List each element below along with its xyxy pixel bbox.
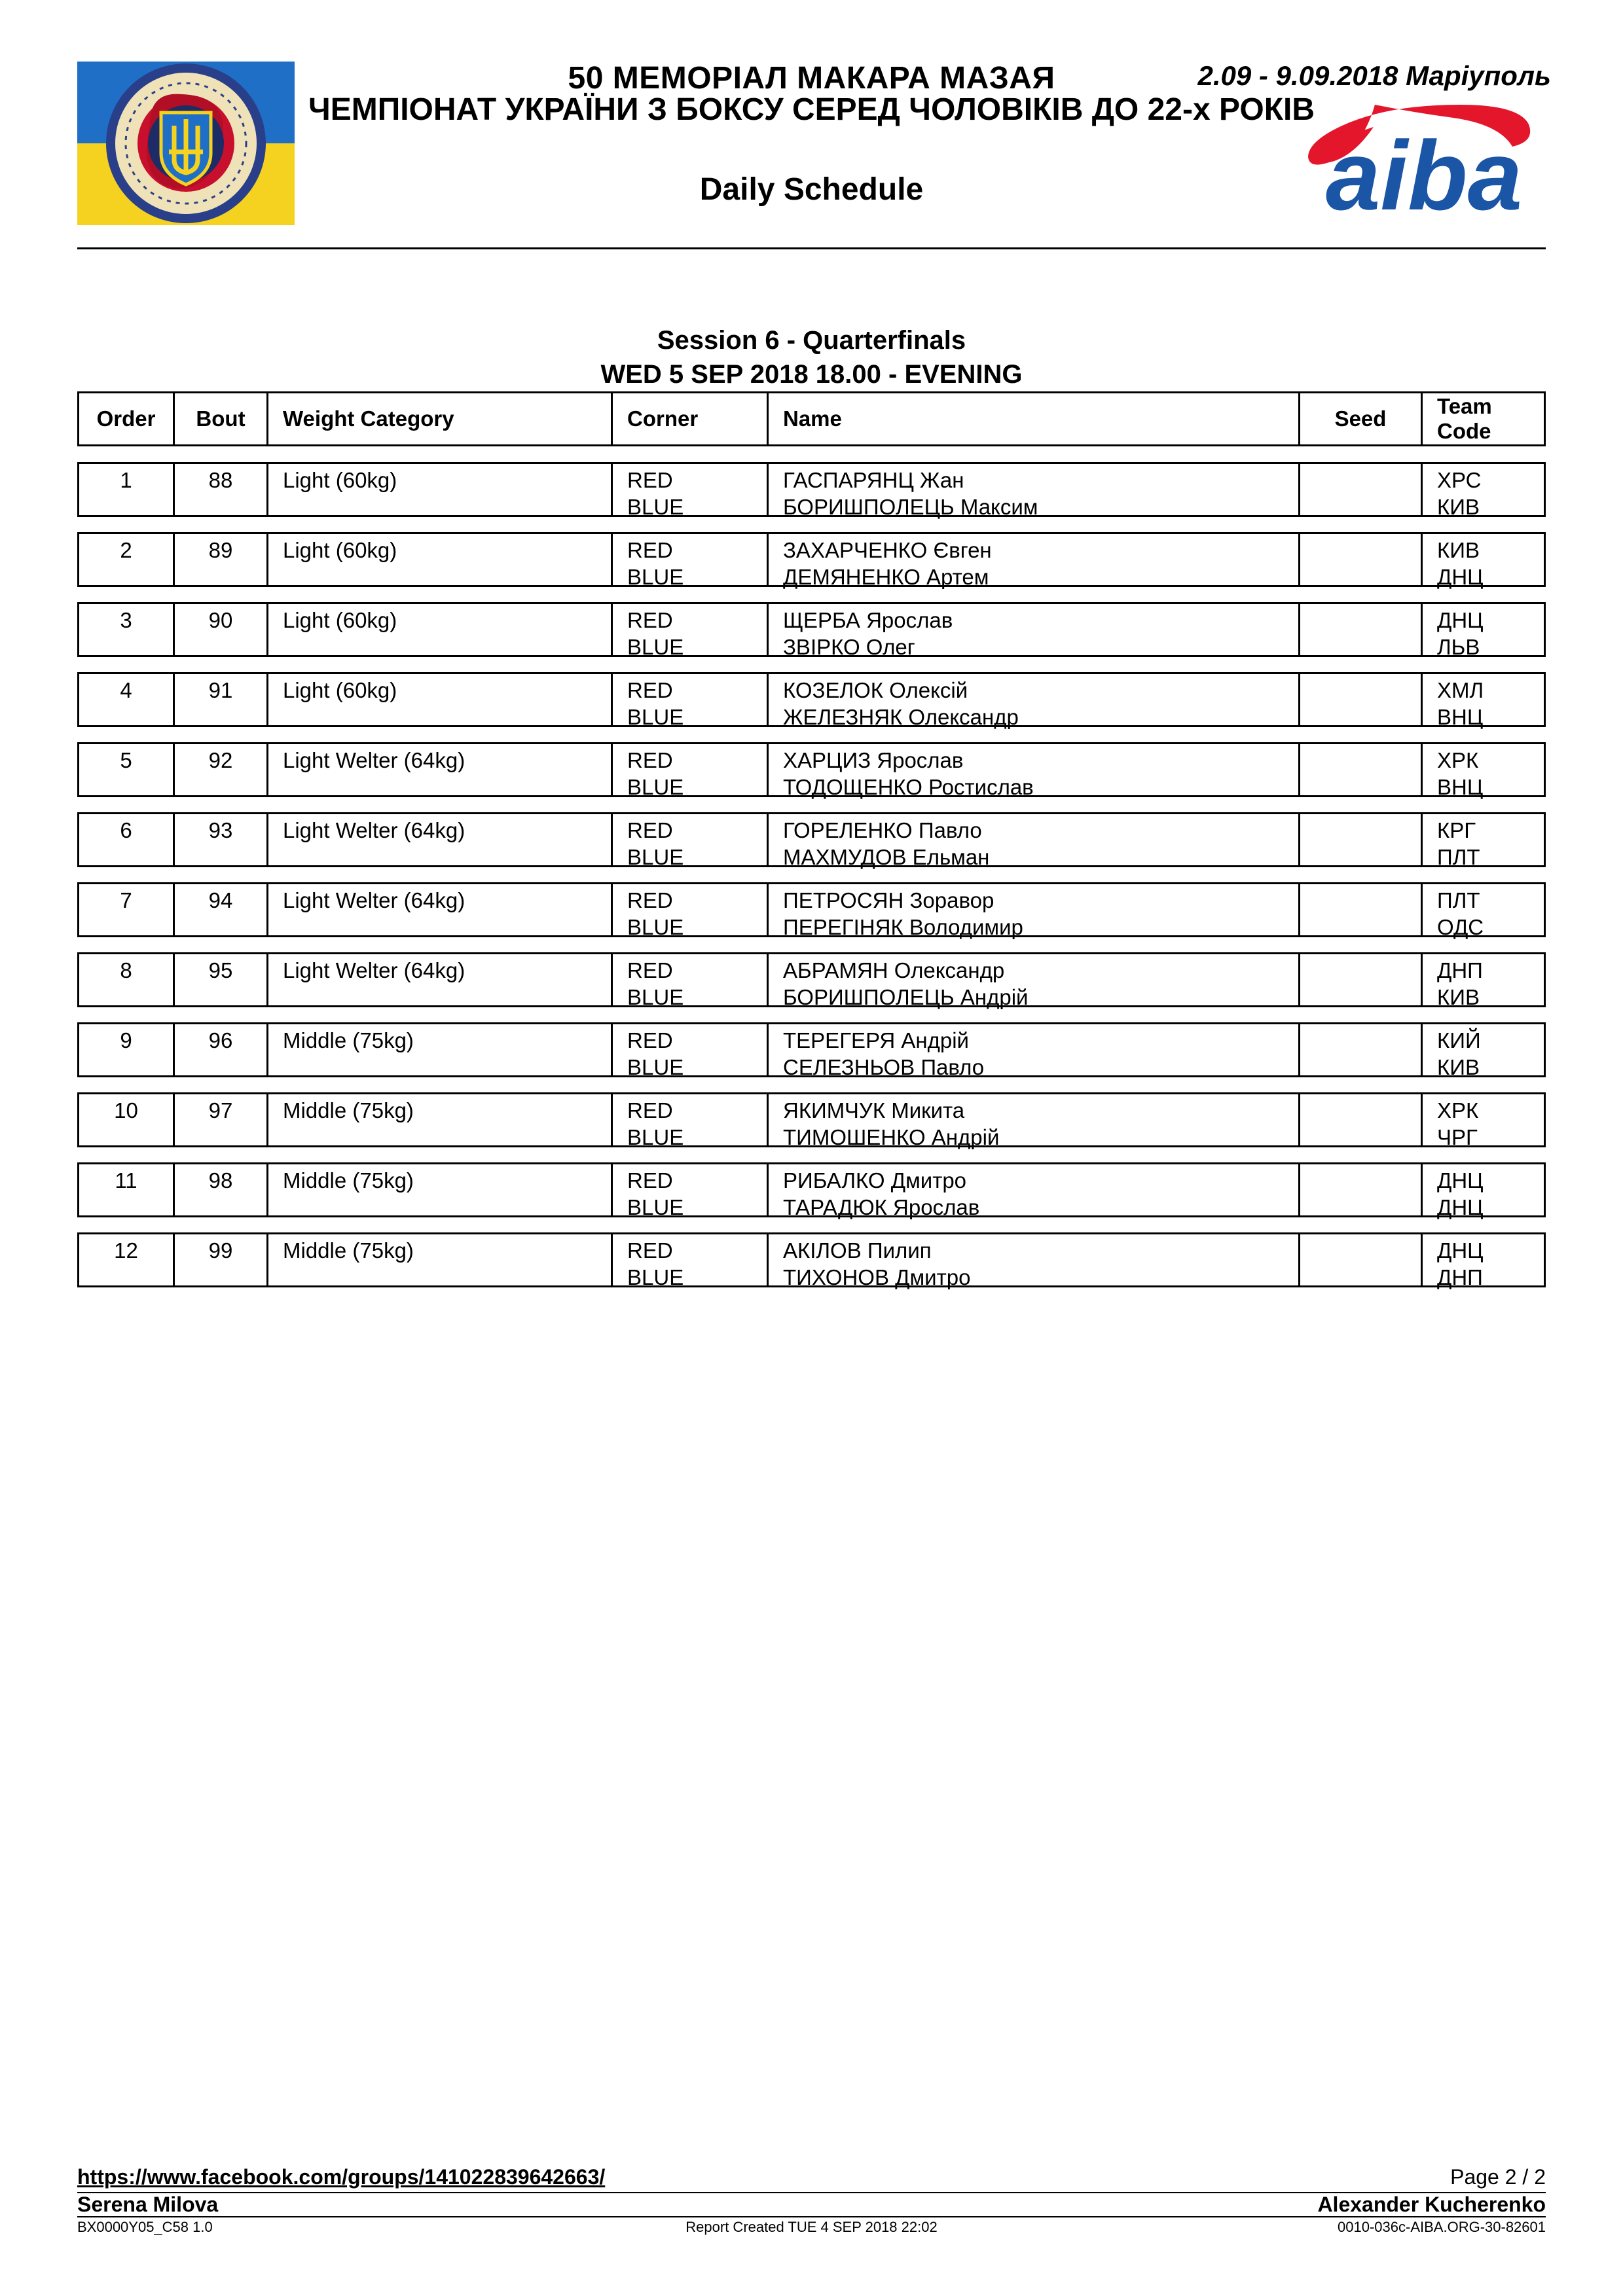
cell-red-corner: RED [627, 468, 673, 492]
header-weight-category: Weight Category [266, 393, 611, 444]
cell-bout: 91 [208, 678, 233, 702]
cell-red-name: ГОРЕЛЕНКО Павло [783, 818, 982, 842]
header-divider [77, 247, 1546, 249]
cell-bout: 96 [208, 1028, 233, 1052]
cell-red-team: ДНЦ [1437, 608, 1484, 632]
cell-red-name: ТЕРЕГЕРЯ Андрій [783, 1028, 969, 1052]
document-id: 0010-036c-AIBA.ORG-30-82601 [1338, 2219, 1546, 2235]
cell-red-name: ЯКИМЧУК Микита [783, 1098, 965, 1122]
cell-red-name: РИБАЛКО Дмитро [783, 1168, 967, 1193]
table-row [77, 742, 1546, 797]
cell-red-team: КРГ [1437, 818, 1476, 842]
date-place: 2.09 - 9.09.2018 Маріуполь [1197, 60, 1551, 91]
cell-blue-corner: BLUE [627, 1055, 684, 1079]
cell-blue-corner: BLUE [627, 1265, 684, 1289]
cell-seed [1298, 464, 1421, 515]
cell-blue-team: ЛЬВ [1437, 635, 1480, 659]
header-seed: Seed [1298, 393, 1421, 444]
cell-blue-name: ДЕМЯНЕНКО Артем [783, 565, 989, 589]
cell-weight-category: Light (60kg) [283, 538, 397, 562]
cell-red-corner: RED [627, 958, 673, 982]
cell-blue-name: ПЕРЕГІНЯК Володимир [783, 915, 1023, 939]
event-title: 50 МЕМОРІАЛ МАКАРА МАЗАЯ [568, 61, 1055, 96]
cell-blue-name: ТАРАДЮК Ярослав [783, 1195, 980, 1219]
cell-weight-category: Light Welter (64kg) [283, 748, 465, 772]
cell-blue-corner: BLUE [627, 775, 684, 799]
table-row [77, 672, 1546, 727]
cell-seed [1298, 1094, 1421, 1145]
footer-divider-bottom [77, 2216, 1546, 2217]
footer-link[interactable]: https://www.facebook.com/groups/141022839642663/ [77, 2165, 606, 2189]
cell-red-name: ГАСПАРЯНЦ Жан [783, 468, 964, 492]
table-row [77, 882, 1546, 937]
championship-title: ЧЕМПІОНАТ УКРАЇНИ З БОКСУ СЕРЕД ЧОЛОВІКІВ ДО 22-х РОКІВ [308, 92, 1315, 127]
table-row [77, 1022, 1546, 1077]
cell-red-corner: RED [627, 748, 673, 772]
cell-bout: 95 [208, 958, 233, 982]
cell-red-team: ХРС [1437, 468, 1482, 492]
cell-blue-team: ДНЦ [1437, 565, 1484, 589]
cell-red-corner: RED [627, 1028, 673, 1052]
cell-order: 8 [120, 958, 132, 982]
cell-red-team: ХРК [1437, 1098, 1479, 1122]
cell-red-name: АКІЛОВ Пилип [783, 1238, 932, 1263]
cell-blue-corner: BLUE [627, 565, 684, 589]
cell-seed [1298, 1024, 1421, 1075]
cell-red-team: ДНЦ [1437, 1168, 1484, 1193]
table-row [77, 602, 1546, 657]
cell-red-team: ДНП [1437, 958, 1483, 982]
cell-order: 4 [120, 678, 132, 702]
cell-seed [1298, 814, 1421, 865]
cell-red-team: ХМЛ [1437, 678, 1484, 702]
cell-blue-team: ЧРГ [1437, 1125, 1478, 1149]
cell-red-name: ЩЕРБА Ярослав [783, 608, 953, 632]
cell-bout: 93 [208, 818, 233, 842]
cell-red-name: ХАРЦИЗ Ярослав [783, 748, 964, 772]
cell-weight-category: Middle (75kg) [283, 1238, 414, 1263]
footer-left-official: Serena Milova [77, 2193, 219, 2216]
cell-order: 7 [120, 888, 132, 912]
cell-blue-corner: BLUE [627, 705, 684, 729]
cell-order: 9 [120, 1028, 132, 1052]
cell-weight-category: Light (60kg) [283, 468, 397, 492]
table-row [77, 1232, 1546, 1287]
page-subtitle: Daily Schedule [699, 172, 924, 207]
cell-weight-category: Light Welter (64kg) [283, 888, 465, 912]
cell-red-corner: RED [627, 888, 673, 912]
header-order: Order [96, 406, 156, 431]
cell-red-team: ПЛТ [1437, 888, 1480, 912]
cell-order: 2 [120, 538, 132, 562]
cell-red-corner: RED [627, 818, 673, 842]
cell-bout: 88 [208, 468, 233, 492]
cell-blue-name: БОРИШПОЛЕЦЬ Андрій [783, 985, 1029, 1009]
cell-red-corner: RED [627, 1238, 673, 1263]
cell-bout: 90 [208, 608, 233, 632]
cell-seed [1298, 744, 1421, 795]
cell-bout: 89 [208, 538, 233, 562]
table-row [77, 952, 1546, 1007]
header-bout: Bout [173, 393, 266, 444]
cell-blue-name: ЖЕЛЕЗНЯК Олександр [783, 705, 1019, 729]
page-number: Page 2 / 2 [1450, 2165, 1546, 2189]
cell-red-corner: RED [627, 1168, 673, 1193]
cell-blue-corner: BLUE [627, 1195, 684, 1219]
cell-blue-team: ВНЦ [1437, 705, 1484, 729]
cell-blue-team: ОДС [1437, 915, 1484, 939]
cell-red-name: ЗАХАРЧЕНКО Євген [783, 538, 992, 562]
cell-red-name: АБРАМЯН Олександр [783, 958, 1005, 982]
cell-blue-team: КИВ [1437, 1055, 1480, 1079]
cell-blue-team: ДНЦ [1437, 1195, 1484, 1219]
document-code: BX0000Y05_C58 1.0 [77, 2219, 213, 2235]
cell-seed [1298, 1234, 1421, 1285]
cell-blue-name: БОРИШПОЛЕЦЬ Максим [783, 495, 1038, 519]
cell-blue-corner: BLUE [627, 985, 684, 1009]
cell-order: 11 [115, 1168, 137, 1193]
svg-text:aiba: aiba [1325, 120, 1523, 219]
table-row [77, 1092, 1546, 1147]
cell-bout: 92 [208, 748, 233, 772]
cell-blue-name: ЗВІРКО Олег [783, 635, 915, 659]
cell-red-team: ДНЦ [1437, 1238, 1484, 1263]
cell-red-name: КОЗЕЛОК Олексій [783, 678, 968, 702]
cell-order: 5 [120, 748, 132, 772]
table-row [77, 462, 1546, 517]
cell-blue-team: КИВ [1437, 495, 1480, 519]
cell-bout: 99 [208, 1238, 233, 1263]
table-row [77, 1162, 1546, 1217]
cell-red-corner: RED [627, 538, 673, 562]
cell-weight-category: Middle (75kg) [283, 1168, 414, 1193]
table-row [77, 812, 1546, 867]
cell-bout: 94 [208, 888, 233, 912]
cell-blue-corner: BLUE [627, 915, 684, 939]
cell-weight-category: Light Welter (64kg) [283, 958, 465, 982]
cell-seed [1298, 1164, 1421, 1215]
cell-bout: 97 [208, 1098, 233, 1122]
cell-blue-corner: BLUE [627, 495, 684, 519]
cell-red-corner: RED [627, 678, 673, 702]
cell-weight-category: Middle (75kg) [283, 1028, 414, 1052]
cell-blue-team: ПЛТ [1437, 845, 1480, 869]
cell-seed [1298, 954, 1421, 1005]
cell-blue-corner: BLUE [627, 845, 684, 869]
cell-order: 1 [120, 468, 132, 492]
cell-red-corner: RED [627, 1098, 673, 1122]
header-team-code [1421, 393, 1544, 444]
cell-blue-team: ДНП [1437, 1265, 1483, 1289]
cell-blue-name: ТИХОНОВ Дмитро [783, 1265, 971, 1289]
header-team-line2: Code [1437, 419, 1491, 443]
cell-weight-category: Light (60kg) [283, 608, 397, 632]
cell-weight-category: Light Welter (64kg) [283, 818, 465, 842]
cell-seed [1298, 534, 1421, 585]
cell-order: 6 [120, 818, 132, 842]
session-datetime: WED 5 SEP 2018 18.00 - EVENING [600, 360, 1023, 389]
cell-order: 10 [114, 1098, 138, 1122]
cell-red-team: ХРК [1437, 748, 1479, 772]
cell-weight-category: Light (60kg) [283, 678, 397, 702]
cell-blue-name: СЕЛЕЗНЬОВ Павло [783, 1055, 985, 1079]
header-name: Name [767, 393, 1298, 444]
cell-blue-corner: BLUE [627, 1125, 684, 1149]
cell-blue-name: ТИМОШЕНКО Андрій [783, 1125, 1000, 1149]
session-title: Session 6 - Quarterfinals [657, 326, 966, 355]
cell-red-team: КИЙ [1437, 1028, 1481, 1052]
cell-order: 3 [120, 608, 132, 632]
header-team-line1: Team [1437, 394, 1492, 418]
cell-blue-name: ТОДОЩЕНКО Ростислав [783, 775, 1034, 799]
cell-seed [1298, 604, 1421, 655]
table-header [77, 391, 1546, 446]
cell-blue-name: МАХМУДОВ Ельман [783, 845, 990, 869]
cell-weight-category: Middle (75kg) [283, 1098, 414, 1122]
cell-blue-corner: BLUE [627, 635, 684, 659]
cell-red-corner: RED [627, 608, 673, 632]
cell-blue-team: КИВ [1437, 985, 1480, 1009]
header-corner: Corner [611, 393, 767, 444]
cell-red-name: ПЕТРОСЯН Зоравор [783, 888, 994, 912]
cell-seed [1298, 884, 1421, 935]
cell-blue-team: ВНЦ [1437, 775, 1484, 799]
report-created: Report Created TUE 4 SEP 2018 22:02 [685, 2219, 938, 2235]
table-row [77, 532, 1546, 587]
footer-right-official: Alexander Kucherenko [1317, 2193, 1546, 2216]
cell-bout: 98 [208, 1168, 233, 1193]
cell-red-team: КИВ [1437, 538, 1480, 562]
cell-order: 12 [114, 1238, 138, 1263]
cell-seed [1298, 674, 1421, 725]
